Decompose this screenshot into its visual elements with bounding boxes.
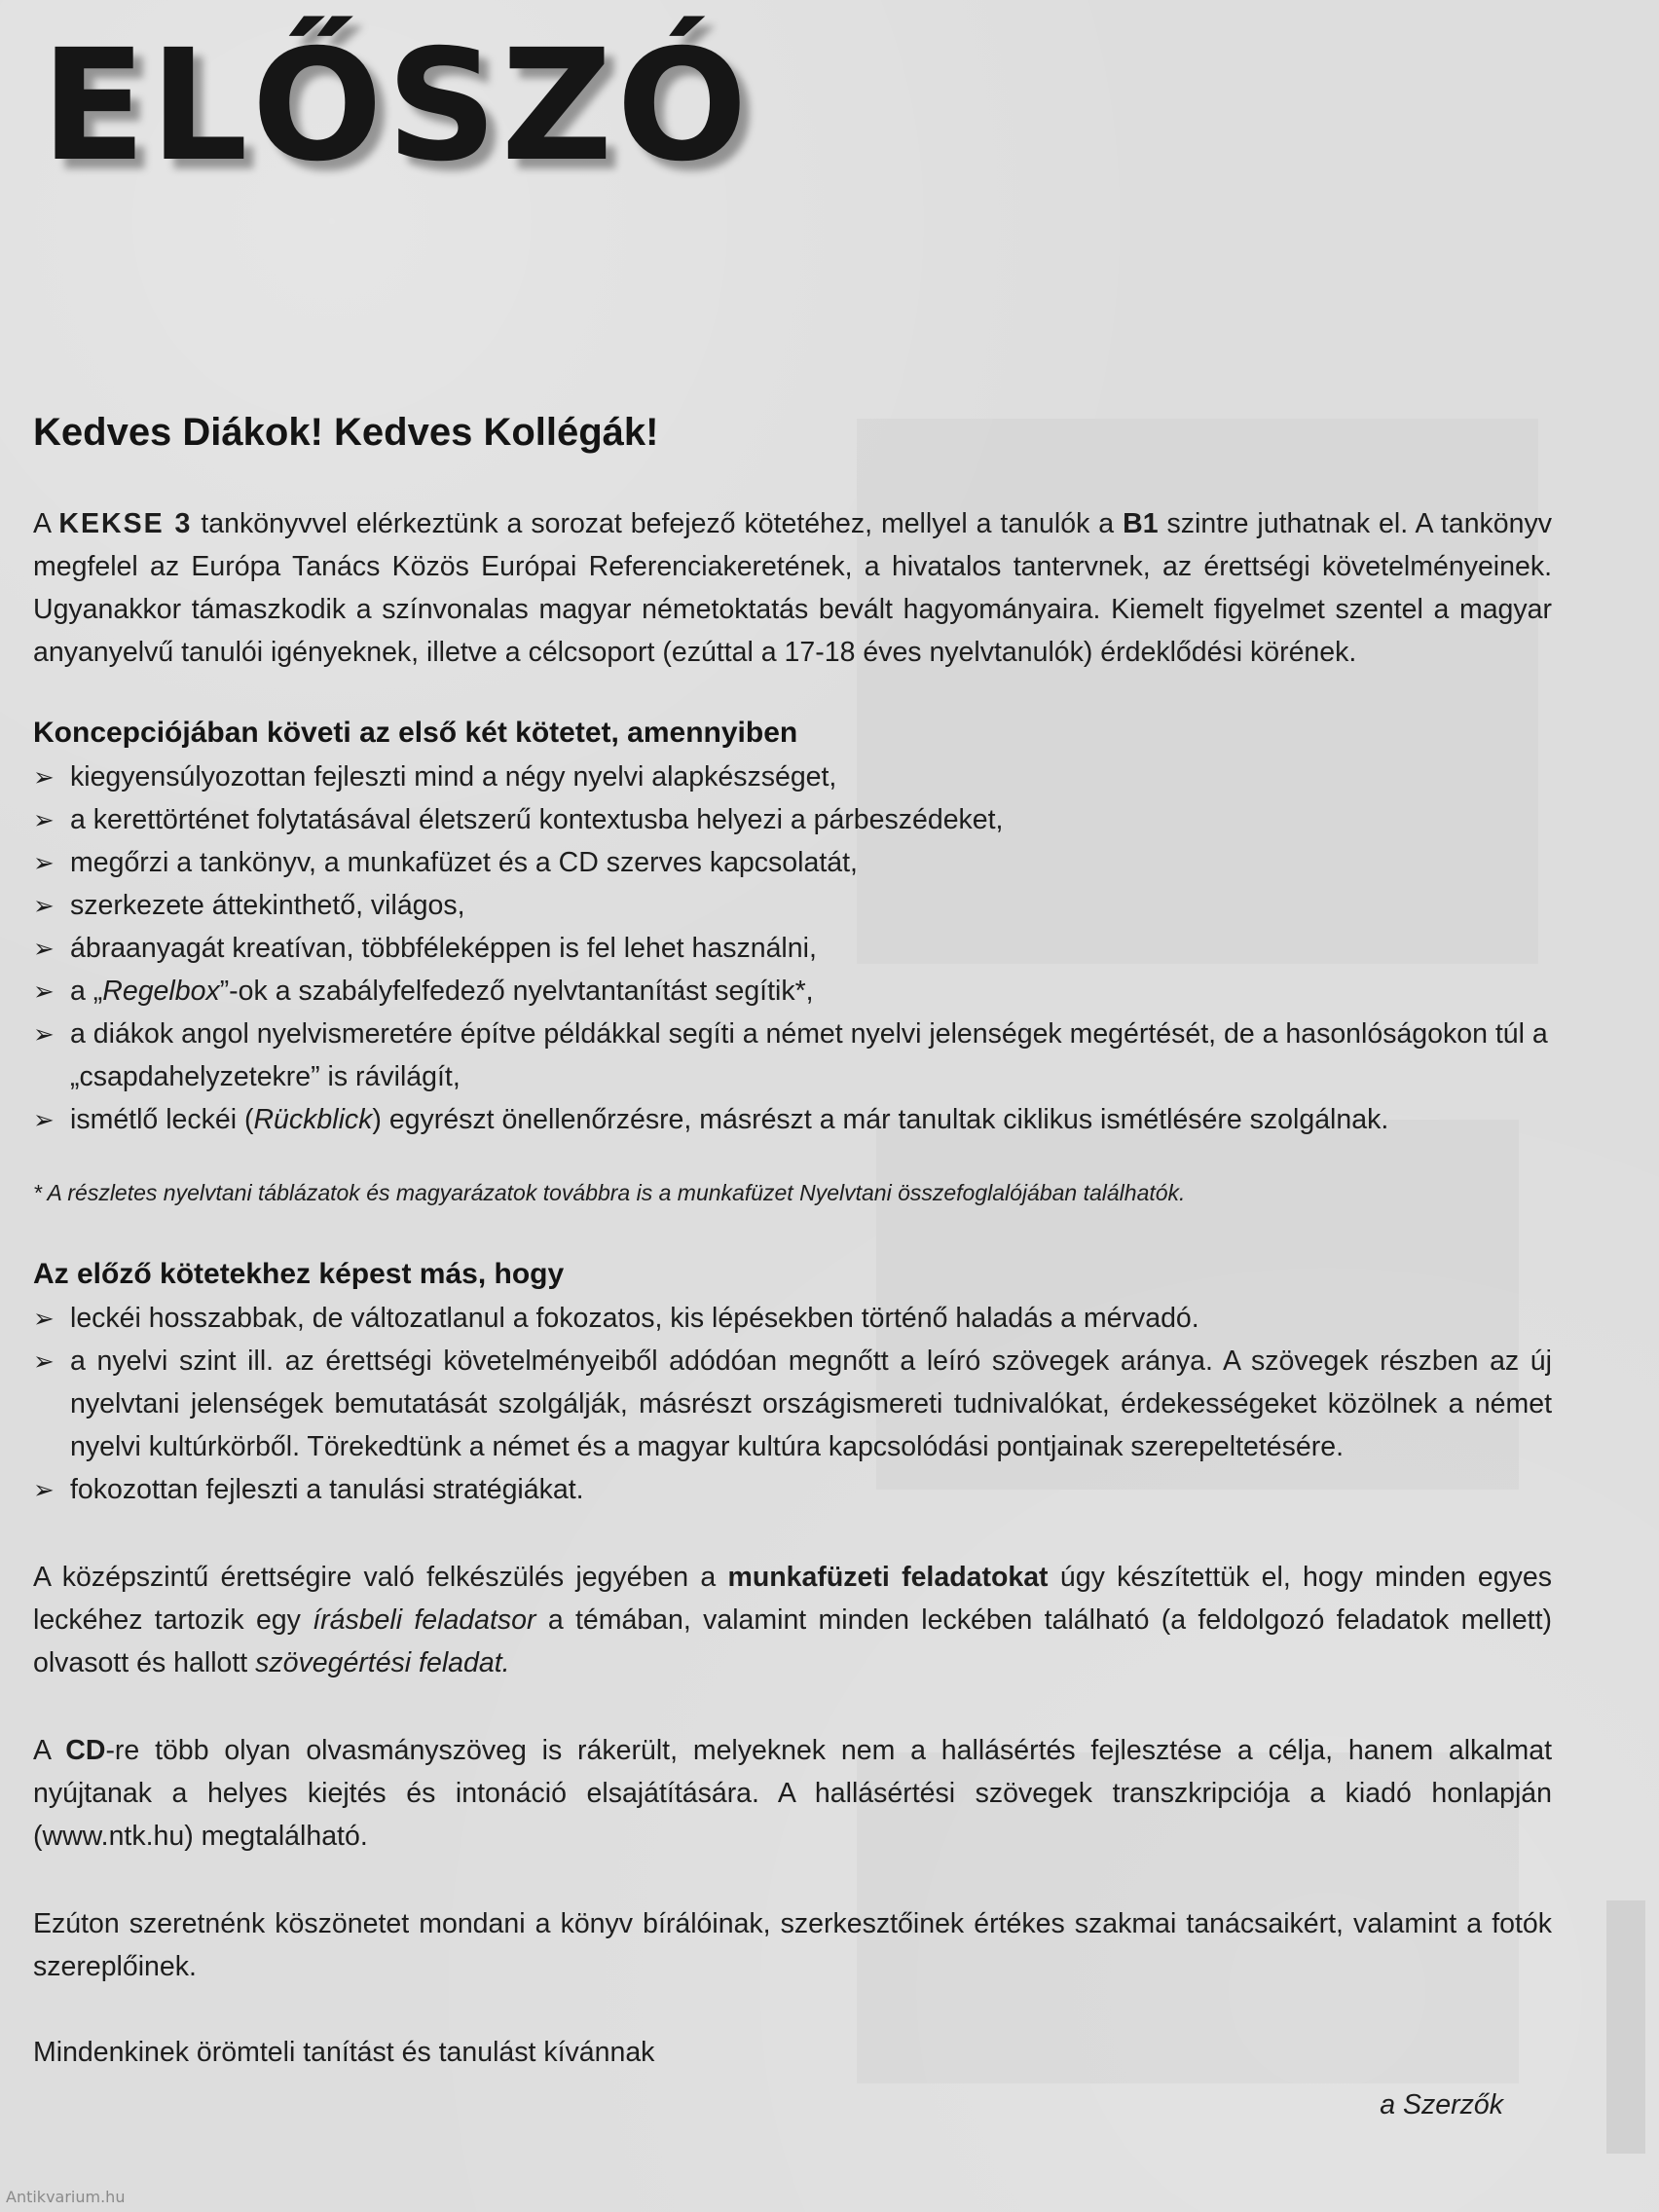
book-brand: KEKSE 3 [58, 508, 193, 539]
list-item [33, 1013, 1552, 1098]
differences-heading: Az előző kötetekhez képest más, hogy [33, 1258, 565, 1290]
list-item-text: ábraanyagát kreatívan, többféleképpen is fel lehet használni, [70, 933, 817, 964]
arrow-bullet-icon: ➢ [33, 1019, 55, 1049]
concept-list [33, 756, 1552, 1141]
arrow-bullet-icon: ➢ [33, 891, 55, 920]
cd-text-1: A [33, 1735, 66, 1766]
arrow-bullet-icon: ➢ [33, 805, 55, 834]
list-item-text: a kerettörténet folytatásával életszerű kontextusba helyezi a párbeszédeket, [70, 804, 1004, 835]
list-item-text: megőrzi a tankönyv, a munkafüzet és a CD szerves kapcsolatát, [70, 847, 858, 878]
list-item [33, 1468, 1552, 1511]
intro-text-1: A [33, 508, 59, 539]
cd-paragraph [33, 1729, 1552, 1858]
list-item-text: a nyelvi szint ill. az érettségi követelményeiből adódóan megnőtt a leíró szövegek aránya. A szövegek részben az új nyelvtani jelenségek bemutatását szolgálják, másrészt országismereti tudnivalókat, érdekességeket közölnek a német nyelvi kultúrkörből. Törekedtünk a német és a magyar kultúra kapcsolódási pontjainak szerepeltetésére. [70, 1346, 1552, 1462]
workbook-text-2: úgy készítettük el, hogy minden egyes leckéhez tartozik egy [33, 1562, 1552, 1636]
arrow-bullet-icon: ➢ [33, 1105, 55, 1134]
arrow-bullet-icon: ➢ [33, 1304, 55, 1333]
arrow-bullet-icon: ➢ [33, 934, 55, 963]
list-item [33, 1098, 1552, 1141]
intro-text-2: tankönyvvel elérkeztünk a sorozat befejező kötetéhez, mellyel a tanulók a [192, 508, 1124, 539]
list-item [33, 756, 1552, 798]
cd-bold-term: CD [65, 1735, 106, 1766]
intro-paragraph [33, 502, 1552, 674]
written-tasks-term: írásbeli feladatsor [313, 1604, 536, 1636]
arrow-bullet-icon: ➢ [33, 1346, 55, 1376]
list-item-text: ”-ok a szabályfelfedező nyelvtantanítást segítik*, [219, 976, 814, 1007]
cd-text-2: -re több olyan olvasmányszöveg is rákerült, melyeknek nem a hallásértés fejlesztése a célja, hanem alkalmat nyújtanak a helyes kiejtés és intonáció elsajátítására. A hallásértési szövegek transzkripciója a kiadó honlapján (www.ntk.hu) megtalálható. [33, 1735, 1552, 1852]
page-title: ELŐSZÓ [41, 17, 752, 196]
arrow-bullet-icon: ➢ [33, 1475, 55, 1504]
list-item [33, 970, 1552, 1013]
watermark: Antikvarium.hu [6, 2188, 126, 2206]
signature: a Szerzők [1380, 2089, 1503, 2120]
intro-text-3: szintre juthatnak el. A tankönyv megfelel az Európa Tanács Közös Európai Referenciakeretének, a hivatalos tantervnek, az érettségi követelményeinek. Ugyanakkor támaszkodik a színvonalas magyar németoktatás bevált hagyományaira. Kiemelt figyelmet szentel a magyar anyanyelvű tanulói igényeknek, illetve a célcsoport (ezúttal a 17-18 éves nyelvtanulók) érdeklődési körének. [33, 508, 1553, 668]
workbook-paragraph [33, 1556, 1552, 1684]
workbook-text-1: A középszintű érettségire való felkészülés jegyében a [33, 1562, 728, 1593]
closing-line: Mindenkinek örömteli tanítást és tanulást kívánnak [33, 2037, 655, 2068]
regelbox-term: Regelbox [102, 976, 220, 1007]
thanks-paragraph: Ezúton szeretnénk köszönetet mondani a könyv bírálóinak, szerkesztőinek értékes szakmai tanácsaikért, valamint a fotók szereplőinek. [33, 1908, 1552, 1982]
list-item-text: ) egyrészt önellenőrzésre, másrészt a már tanultak ciklikus ismétlésére szolgálnak. [372, 1104, 1389, 1135]
arrow-bullet-icon: ➢ [33, 762, 55, 792]
list-item [33, 884, 1552, 927]
list-item [33, 798, 1552, 841]
arrow-bullet-icon: ➢ [33, 848, 55, 877]
workbook-text-3: a témában, valamint minden leckében található (a feldolgozó feladatok mellett) olvasott és hallott [33, 1604, 1552, 1678]
arrow-bullet-icon: ➢ [33, 977, 55, 1006]
workbook-bold-term: munkafüzeti feladatokat [727, 1562, 1049, 1593]
list-item [33, 927, 1552, 970]
list-item [33, 841, 1552, 884]
list-item-text: a diákok angol nyelvismeretére építve példákkal segíti a német nyelvi jelenségek megértését, de a hasonlóságokon túl a „csapdahelyzetekre” is rávilágít, [70, 1018, 1548, 1092]
list-item [33, 1297, 1552, 1340]
differences-list [33, 1297, 1552, 1511]
list-item-text: fokozottan fejleszti a tanulási stratégiákat. [70, 1474, 584, 1505]
concept-heading: Koncepciójában követi az első két kötetet, amennyiben [33, 717, 798, 749]
list-item [33, 1340, 1552, 1468]
level-badge: B1 [1123, 508, 1159, 539]
list-item-text: kiegyensúlyozottan fejleszti mind a négy nyelvi alapkészséget, [70, 761, 837, 793]
list-item-text: szerkezete áttekinthető, világos, [70, 890, 465, 921]
rueckblick-term: Rückblick [253, 1104, 373, 1135]
preface-body [33, 409, 1552, 2126]
greeting-heading: Kedves Diákok! Kedves Kollégák! [33, 411, 659, 454]
footnote: * A részletes nyelvtani táblázatok és magyarázatok továbbra is a munkafüzet Nyelvtani összefoglalójában találhatók. [33, 1180, 1186, 1205]
list-item-text: a „ [70, 976, 103, 1007]
page-edge-tab [1606, 1900, 1645, 2154]
comprehension-term: szövegértési feladat. [255, 1647, 510, 1678]
list-item-text: leckéi hosszabbak, de változatlanul a fokozatos, kis lépésekben történő haladás a mérvadó. [70, 1303, 1199, 1334]
list-item-text: ismétlő leckéi ( [70, 1104, 254, 1135]
